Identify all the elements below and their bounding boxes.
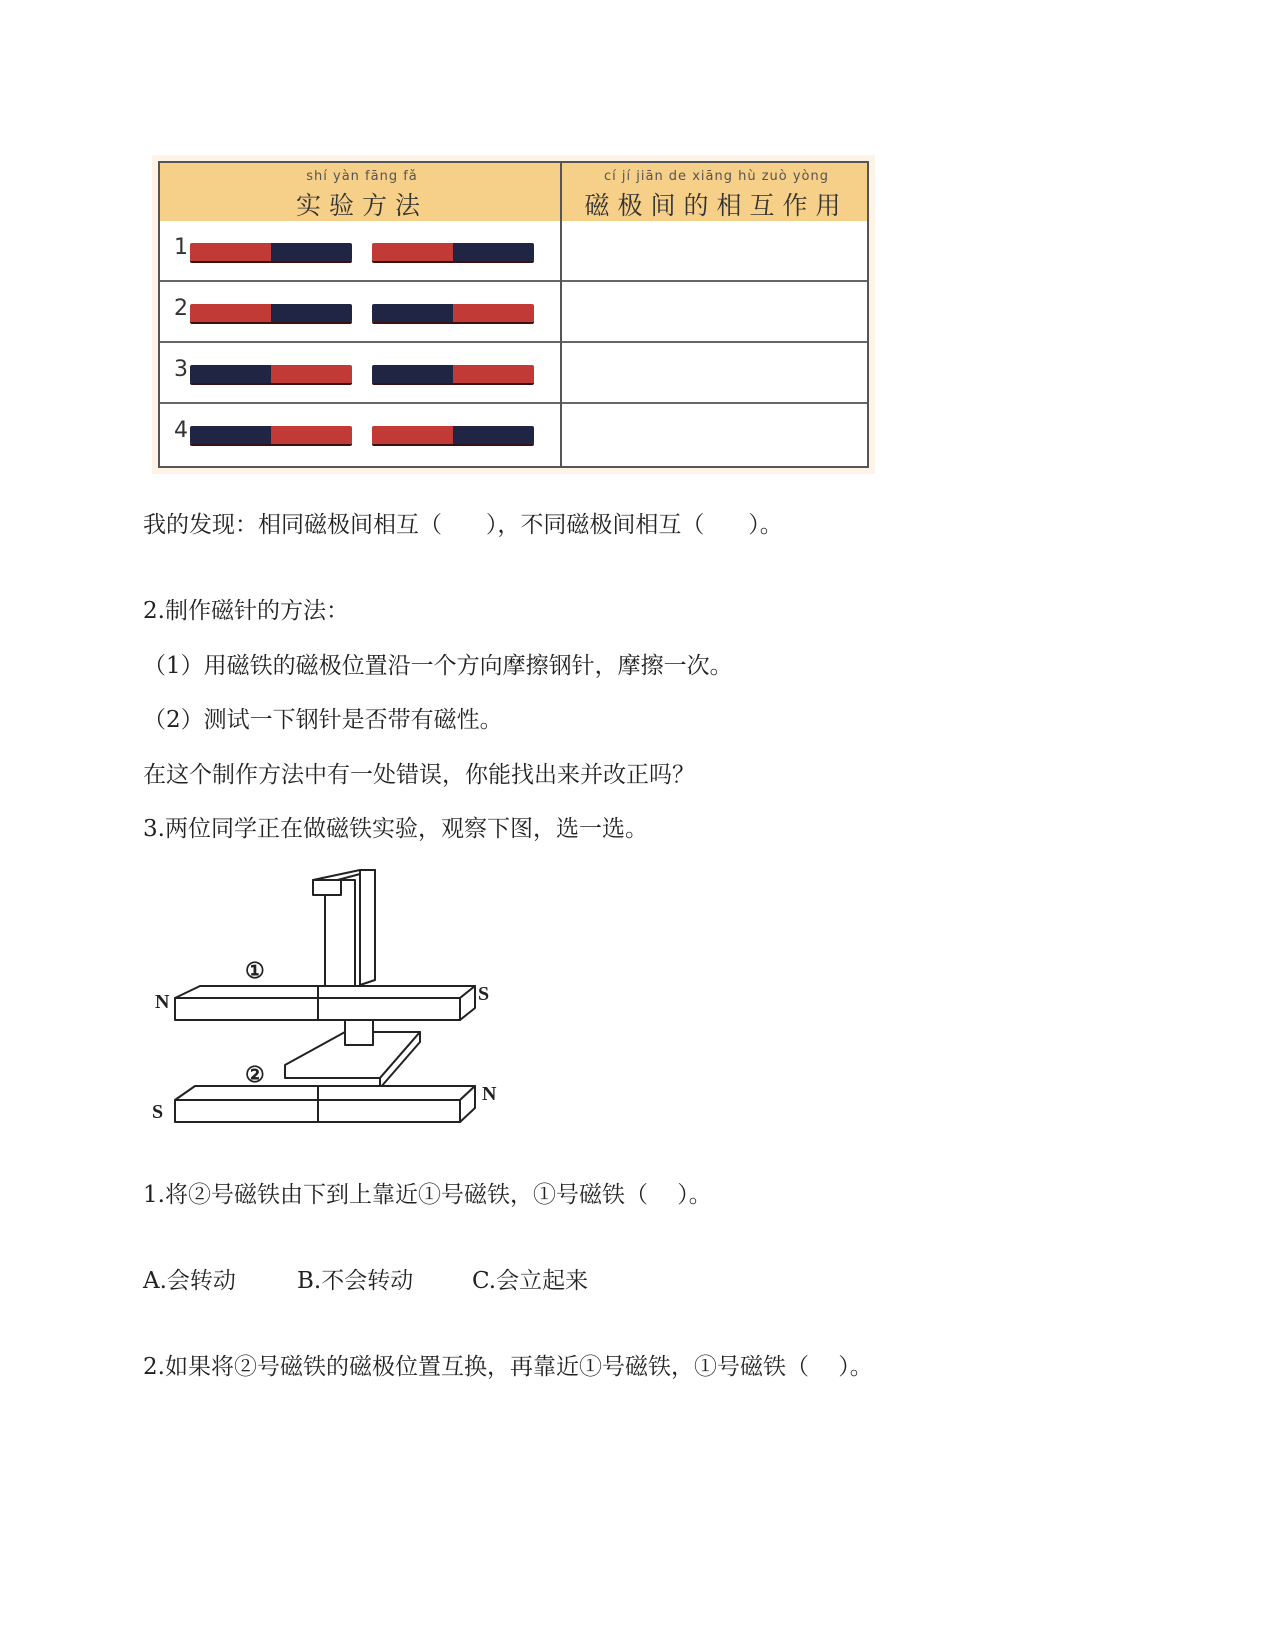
header-interaction-text: 磁极间的相互作用: [584, 191, 849, 220]
magnet2-s-pole: S: [152, 1101, 164, 1123]
magnet-pole-navy: [453, 243, 534, 261]
magnet-pole-navy: [271, 304, 352, 322]
magnet2-top: [175, 1086, 475, 1100]
table-header: [158, 161, 869, 223]
magnet-pole-red: [372, 243, 453, 261]
magnet-pole-navy: [372, 365, 453, 383]
magnet-pole-navy: [271, 243, 352, 261]
row-number: 4: [174, 418, 188, 443]
magnet2-label: ②: [245, 1062, 265, 1087]
header-method-pinyin: shí yàn fāng fǎ: [306, 169, 418, 184]
magnet2-n-pole: N: [482, 1083, 497, 1105]
magnet1-n-pole: N: [155, 991, 170, 1013]
q3-title: 3.两位同学正在做磁铁实验，观察下图，选一选。: [143, 816, 648, 842]
table-row: [160, 343, 867, 404]
header-interaction-pinyin: cí jí jiān de xiāng hù zuò yòng: [604, 169, 829, 184]
bar-magnet-left: [190, 365, 352, 383]
magnet-pole-red: [190, 304, 271, 322]
magnet-pole-red: [271, 426, 352, 444]
magnet-pole-navy: [190, 365, 271, 383]
table-column-divider: [560, 161, 562, 468]
header-interaction: [566, 163, 867, 221]
table-body: [158, 221, 869, 468]
magnet-pole-red: [453, 365, 534, 383]
magnet-pole-navy: [190, 426, 271, 444]
bar-magnet-right: [372, 304, 534, 322]
option-c: C.会立起来: [472, 1268, 589, 1294]
bar-magnet-right: [372, 365, 534, 383]
option-a: A.会转动: [143, 1268, 236, 1294]
bar-magnet-left: [190, 304, 352, 322]
sub-question-2: 2.如果将②号磁铁的磁极位置互换，再靠近①号磁铁，①号磁铁（ ）。: [143, 1354, 873, 1380]
q2-ask: 在这个制作方法中有一处错误，你能找出来并改正吗？: [143, 762, 695, 788]
magnet-experiment-table: [152, 155, 875, 474]
bar-magnet-left: [190, 426, 352, 444]
magnet-pole-navy: [372, 304, 453, 322]
header-method: [160, 163, 564, 221]
table-row: [160, 221, 867, 282]
magnet-stand-figure: [145, 860, 515, 1130]
bar-magnet-right: [372, 426, 534, 444]
magnet1-label: ①: [245, 958, 265, 983]
bar-magnet-left: [190, 243, 352, 261]
header-method-text: 实验方法: [295, 191, 428, 220]
magnet1-s-pole: S: [478, 983, 490, 1005]
row-number: 2: [174, 296, 188, 321]
option-b: B.不会转动: [297, 1268, 414, 1294]
magnet-pole-navy: [453, 426, 534, 444]
q2-step1: （1）用磁铁的磁极位置沿一个方向摩擦钢针，摩擦一次。: [143, 653, 733, 679]
stand-post: [325, 880, 355, 995]
row-number: 3: [174, 357, 188, 382]
bar-magnet-right: [372, 243, 534, 261]
magnet-pole-red: [190, 243, 271, 261]
magnet-pole-red: [453, 304, 534, 322]
q2-step2: （2）测试一下钢针是否带有磁性。: [143, 707, 503, 733]
table-row: [160, 404, 867, 465]
finding-sentence: 我的发现：相同磁极间相互（ ），不同磁极间相互（ ）。: [143, 512, 783, 538]
row-number: 1: [174, 235, 188, 260]
magnet-pole-red: [271, 365, 352, 383]
table-row: [160, 282, 867, 343]
magnet-pole-red: [372, 426, 453, 444]
sub-question-1: 1.将②号磁铁由下到上靠近①号磁铁，①号磁铁（ ）。: [143, 1182, 712, 1208]
q2-title: 2.制作磁针的方法：: [143, 598, 349, 624]
stand-cap-front: [313, 880, 341, 895]
magnet1-top: [175, 986, 475, 998]
